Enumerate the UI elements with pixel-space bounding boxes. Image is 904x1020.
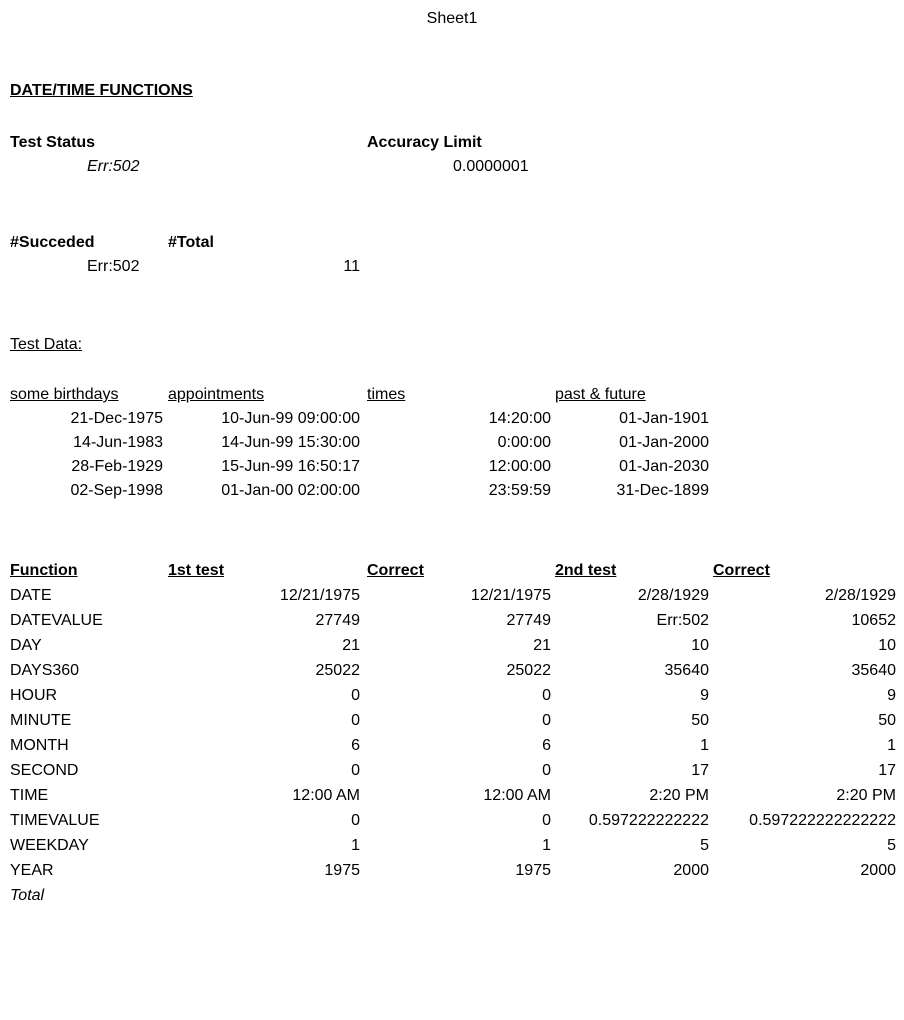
function-name: YEAR [10,862,54,879]
function-name: DATE [10,587,52,604]
test-data-cell: 01-Jan-2000 [619,434,709,451]
table-cell: 35640 [664,662,709,679]
test-data-cell: 01-Jan-1901 [619,410,709,427]
table-cell: 0 [351,762,360,779]
test-data-cell: 15-Jun-99 16:50:17 [221,458,360,475]
test-data-cell: 14:20:00 [488,410,551,427]
table-cell: 35640 [851,662,896,679]
table-cell: 10652 [851,612,896,629]
test-status-value: Err:502 [87,158,140,175]
test-data-header-past-future: past & future [555,386,646,403]
table-cell: 2000 [673,862,709,879]
table-cell: 5 [700,837,709,854]
table-cell: 0 [542,812,551,829]
test-data-cell: 10-Jun-99 09:00:00 [221,410,360,427]
table-cell: 12:00 AM [483,787,551,804]
test-data-cell: 21-Dec-1975 [70,410,163,427]
table-cell: 0 [351,687,360,704]
table-cell: 21 [342,637,360,654]
test-data-cell: 31-Dec-1899 [616,482,709,499]
table-cell: 25022 [506,662,551,679]
function-name: TIMEVALUE [10,812,100,829]
accuracy-limit-label: Accuracy Limit [367,134,482,151]
accuracy-limit-value: 0.0000001 [453,158,529,175]
test-data-cell: 01-Jan-00 02:00:00 [221,482,360,499]
test-data-cell: 23:59:59 [488,482,551,499]
function-name: MINUTE [10,712,72,729]
section-title: DATE/TIME FUNCTIONS [10,82,193,99]
sheet-title: Sheet1 [426,10,478,27]
table-cell: 50 [878,712,896,729]
table-cell: 12:00 AM [292,787,360,804]
test-data-label: Test Data: [10,336,83,353]
table-cell: 9 [887,687,896,704]
function-name: DATEVALUE [10,612,103,629]
test-data-cell: 28-Feb-1929 [71,458,163,475]
table-cell: 27749 [315,612,360,629]
succeeded-label: #Succeded [10,234,95,251]
function-name: DAYS360 [10,662,80,679]
table-cell: 6 [351,737,360,754]
function-header: Function [10,562,78,579]
function-name: DAY [10,637,42,654]
table-cell: 1 [351,837,360,854]
table-cell: 2/28/1929 [824,587,896,604]
table-cell: 2000 [860,862,896,879]
table-cell: 0 [542,712,551,729]
table-cell: 12/21/1975 [470,587,551,604]
table-cell: Err:502 [656,612,709,629]
total-row-label: Total [10,887,45,904]
test-data-header-times: times [367,386,406,403]
function-name: SECOND [10,762,79,779]
table-cell: 25022 [315,662,360,679]
table-cell: 2/28/1929 [637,587,709,604]
total-label: #Total [168,234,214,251]
table-cell: 2:20 PM [649,787,709,804]
table-cell: 6 [542,737,551,754]
test-data-cell: 0:00:00 [497,434,551,451]
test-data-cell: 01-Jan-2030 [619,458,709,475]
table-cell: 1975 [324,862,360,879]
table-cell: 5 [887,837,896,854]
table-cell: 1 [887,737,896,754]
test-data-header-appointments: appointments [168,386,265,403]
first-correct-header: Correct [367,562,424,579]
test-data-cell: 12:00:00 [488,458,551,475]
first-test-header: 1st test [168,562,225,579]
table-cell: 2:20 PM [836,787,896,804]
table-cell: 1975 [515,862,551,879]
table-cell: 12/21/1975 [279,587,360,604]
table-cell: 0.597222222222 [588,812,709,829]
test-data-cell: 14-Jun-99 15:30:00 [221,434,360,451]
test-data-header-birthdays: some birthdays [10,386,119,403]
function-name: HOUR [10,687,58,704]
table-cell: 0 [351,812,360,829]
succeeded-value: Err:502 [87,258,140,275]
table-cell: 0 [542,762,551,779]
table-cell: 0.597222222222222 [749,812,896,829]
table-cell: 9 [700,687,709,704]
table-cell: 17 [691,762,709,779]
table-cell: 1 [700,737,709,754]
table-cell: 21 [533,637,551,654]
test-status-label: Test Status [10,134,96,151]
total-value: 11 [343,258,360,275]
function-name: WEEKDAY [10,837,89,854]
function-name: TIME [10,787,49,804]
second-correct-header: Correct [713,562,770,579]
function-name: MONTH [10,737,69,754]
test-data-cell: 14-Jun-1983 [73,434,163,451]
table-cell: 27749 [506,612,551,629]
table-cell: 10 [878,637,896,654]
second-test-header: 2nd test [555,562,617,579]
table-cell: 50 [691,712,709,729]
table-cell: 1 [542,837,551,854]
table-cell: 10 [691,637,709,654]
test-data-cell: 02-Sep-1998 [70,482,163,499]
table-cell: 17 [878,762,896,779]
table-cell: 0 [351,712,360,729]
table-cell: 0 [542,687,551,704]
